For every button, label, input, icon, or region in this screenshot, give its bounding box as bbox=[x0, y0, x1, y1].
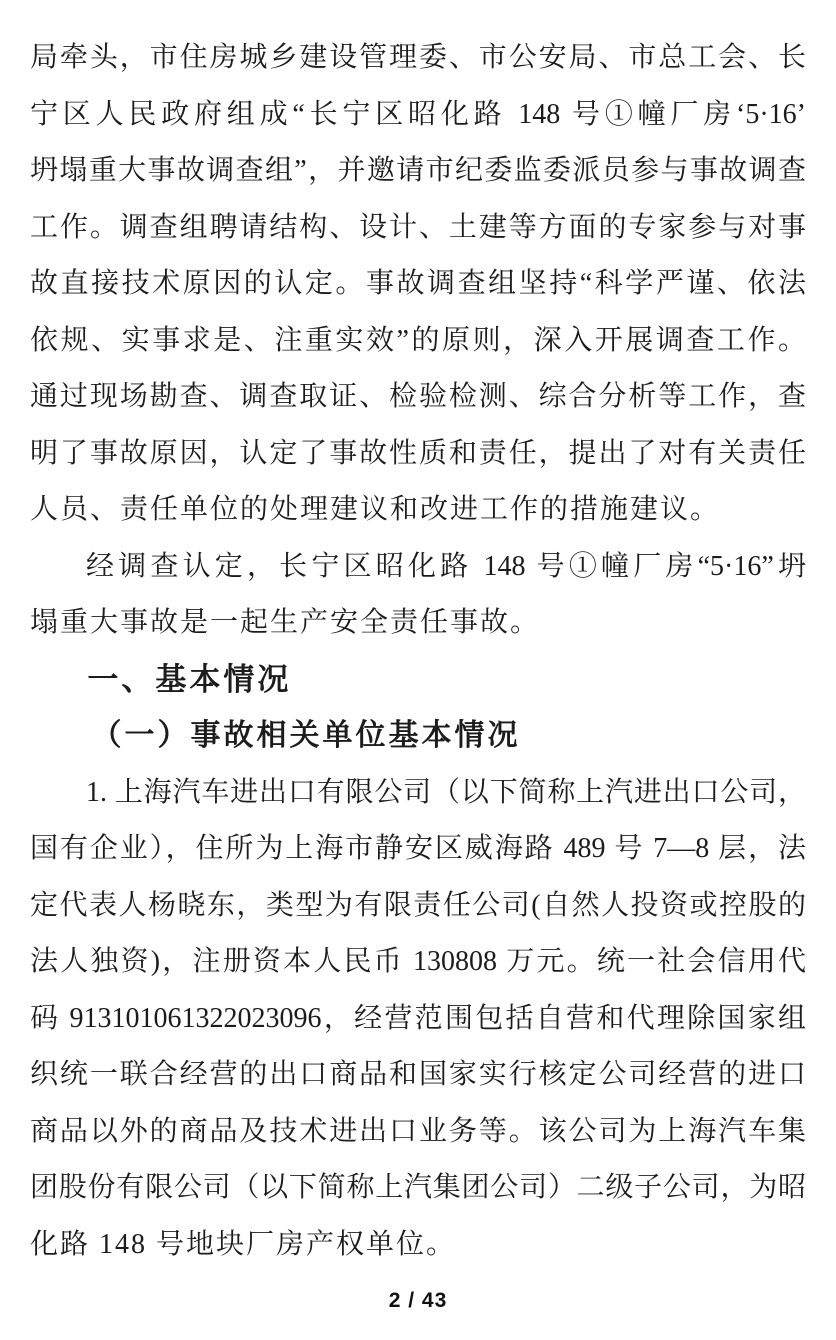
text-line: 法人独资)，注册资本人民币 130808 万元。统一社会信用代 bbox=[30, 946, 806, 977]
document-body bbox=[30, 30, 806, 1273]
text-line: 塌重大事故是一起生产安全责任事故。 bbox=[30, 607, 541, 638]
text-line: 依规、实事求是、注重实效”的原则，深入开展调查工作。 bbox=[30, 324, 806, 356]
text-line: 一、基本情况 bbox=[87, 661, 292, 697]
text-line: 通过现场勘查、调查取证、检验检测、综合分析等工作，查 bbox=[30, 381, 806, 412]
text-line: 局牵头，市住房城乡建设管理委、市公安局、市总工会、长 bbox=[30, 42, 806, 73]
text-line: 经调查认定，长宁区昭化路 148 号①幢厂房“5·16”坍 bbox=[86, 550, 806, 582]
text-line: （一）事故相关单位基本情况 bbox=[91, 719, 521, 752]
text-line: 明了事故原因，认定了事故性质和责任，提出了对有关责任 bbox=[30, 437, 806, 469]
text-line: 工作。调查组聘请结构、设计、土建等方面的专家参与对事 bbox=[30, 211, 806, 243]
text-line: 故直接技术原因的认定。事故调查组坚持“科学严谨、依法 bbox=[30, 268, 806, 299]
page-number: 2 / 43 bbox=[388, 1289, 448, 1312]
text-line: 织统一联合经营的出口商品和国家实行核定公司经营的进口 bbox=[30, 1059, 806, 1090]
text-line: 宁区人民政府组成“长宁区昭化路 148 号①幢厂房‘5·16’ bbox=[30, 98, 806, 130]
text-line: 商品以外的商品及技术进出口业务等。该公司为上海汽车集 bbox=[30, 1115, 806, 1147]
text-line: 坍塌重大事故调查组”，并邀请市纪委监委派员参与事故调查 bbox=[30, 155, 806, 186]
text-line: 1. 上海汽车进出口有限公司（以下简称上汽进出口公司， bbox=[86, 776, 806, 808]
text-line: 定代表人杨晓东，类型为有限责任公司(自然人投资或控股的 bbox=[30, 889, 806, 921]
text-line: 国有企业），住所为上海市静安区威海路 489 号 7—8 层，法 bbox=[30, 833, 806, 864]
text-line: 化路 148 号地块厂房产权单位。 bbox=[30, 1228, 457, 1260]
text-line: 人员、责任单位的处理建议和改进工作的措施建议。 bbox=[30, 494, 721, 525]
text-line: 团股份有限公司（以下简称上汽集团公司）二级子公司，为昭 bbox=[30, 1172, 806, 1203]
text-line: 码 913101061322023096，经营范围包括自营和代理除国家组 bbox=[30, 1002, 806, 1034]
